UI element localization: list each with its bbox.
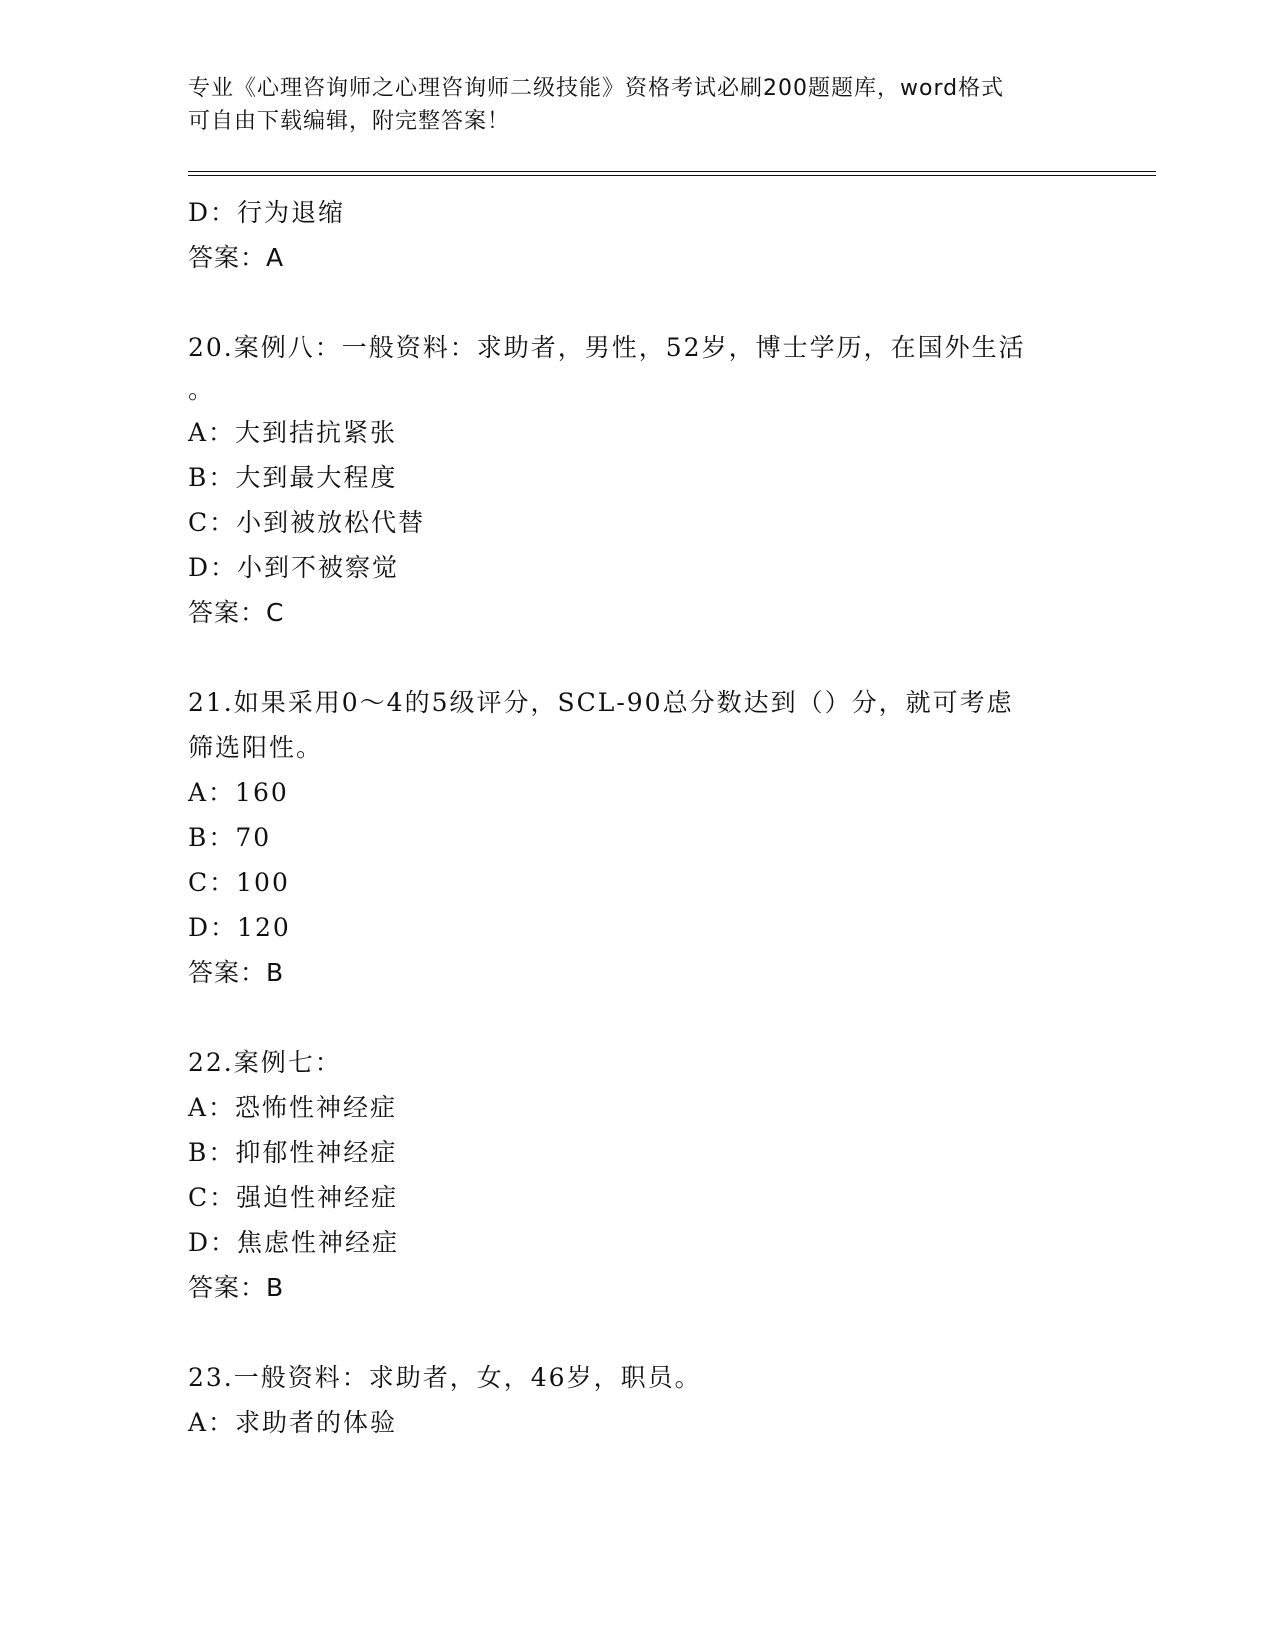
option-c: C：100 bbox=[188, 868, 290, 897]
answer-line: 答案：C bbox=[188, 598, 285, 627]
option-d: D：焦虑性神经症 bbox=[188, 1228, 400, 1257]
option-b: B：大到最大程度 bbox=[188, 463, 398, 492]
option-d: D：120 bbox=[188, 913, 291, 942]
option-a: A：求助者的体验 bbox=[188, 1408, 398, 1437]
header-rule-top bbox=[188, 171, 1156, 172]
option-c: C：小到被放松代替 bbox=[188, 508, 426, 537]
question-20 bbox=[188, 325, 1088, 635]
option-c: C：强迫性神经症 bbox=[188, 1183, 399, 1212]
header-title-line2: 可自由下载编辑，附完整答案！ bbox=[188, 109, 511, 134]
option-a: A：大到拮抗紧张 bbox=[188, 418, 398, 447]
question-text-continued: 筛选阳性。 bbox=[188, 733, 324, 762]
question-22 bbox=[188, 1040, 1088, 1310]
question-text-continued: 。 bbox=[188, 375, 216, 404]
answer-line: 答案：B bbox=[188, 958, 285, 987]
question-text: 23.一般资料：求助者，女，46岁，职员。 bbox=[188, 1363, 702, 1392]
document-header bbox=[188, 72, 1088, 138]
question-text: 20.案例八：一般资料：求助者，男性，52岁，博士学历，在国外生活 bbox=[188, 333, 1026, 362]
spacer bbox=[188, 280, 1088, 325]
question-text: 21.如果采用0～4的5级评分，SCL-90总分数达到（）分，就可考虑 bbox=[188, 688, 1014, 717]
option-a: A：160 bbox=[188, 778, 289, 807]
spacer bbox=[188, 635, 1088, 680]
spacer bbox=[188, 995, 1088, 1040]
header-title-line1: 专业《心理咨询师之心理咨询师二级技能》资格考试必刷200题题库，word格式 bbox=[188, 76, 1005, 101]
answer-line: 答案：B bbox=[188, 1273, 285, 1302]
question-text: 22.案例七： bbox=[188, 1048, 342, 1077]
option-b: B：抑郁性神经症 bbox=[188, 1138, 398, 1167]
header-rule-bottom bbox=[188, 175, 1156, 176]
answer-line: 答案：A bbox=[188, 243, 285, 272]
option-a: A：恐怖性神经症 bbox=[188, 1093, 398, 1122]
question-23 bbox=[188, 1355, 1088, 1445]
option-b: B：70 bbox=[188, 823, 272, 852]
option-d: D：行为退缩 bbox=[188, 198, 346, 227]
question-21 bbox=[188, 680, 1088, 995]
option-d: D：小到不被察觉 bbox=[188, 553, 400, 582]
question-list bbox=[188, 190, 1088, 1445]
spacer bbox=[188, 1310, 1088, 1355]
